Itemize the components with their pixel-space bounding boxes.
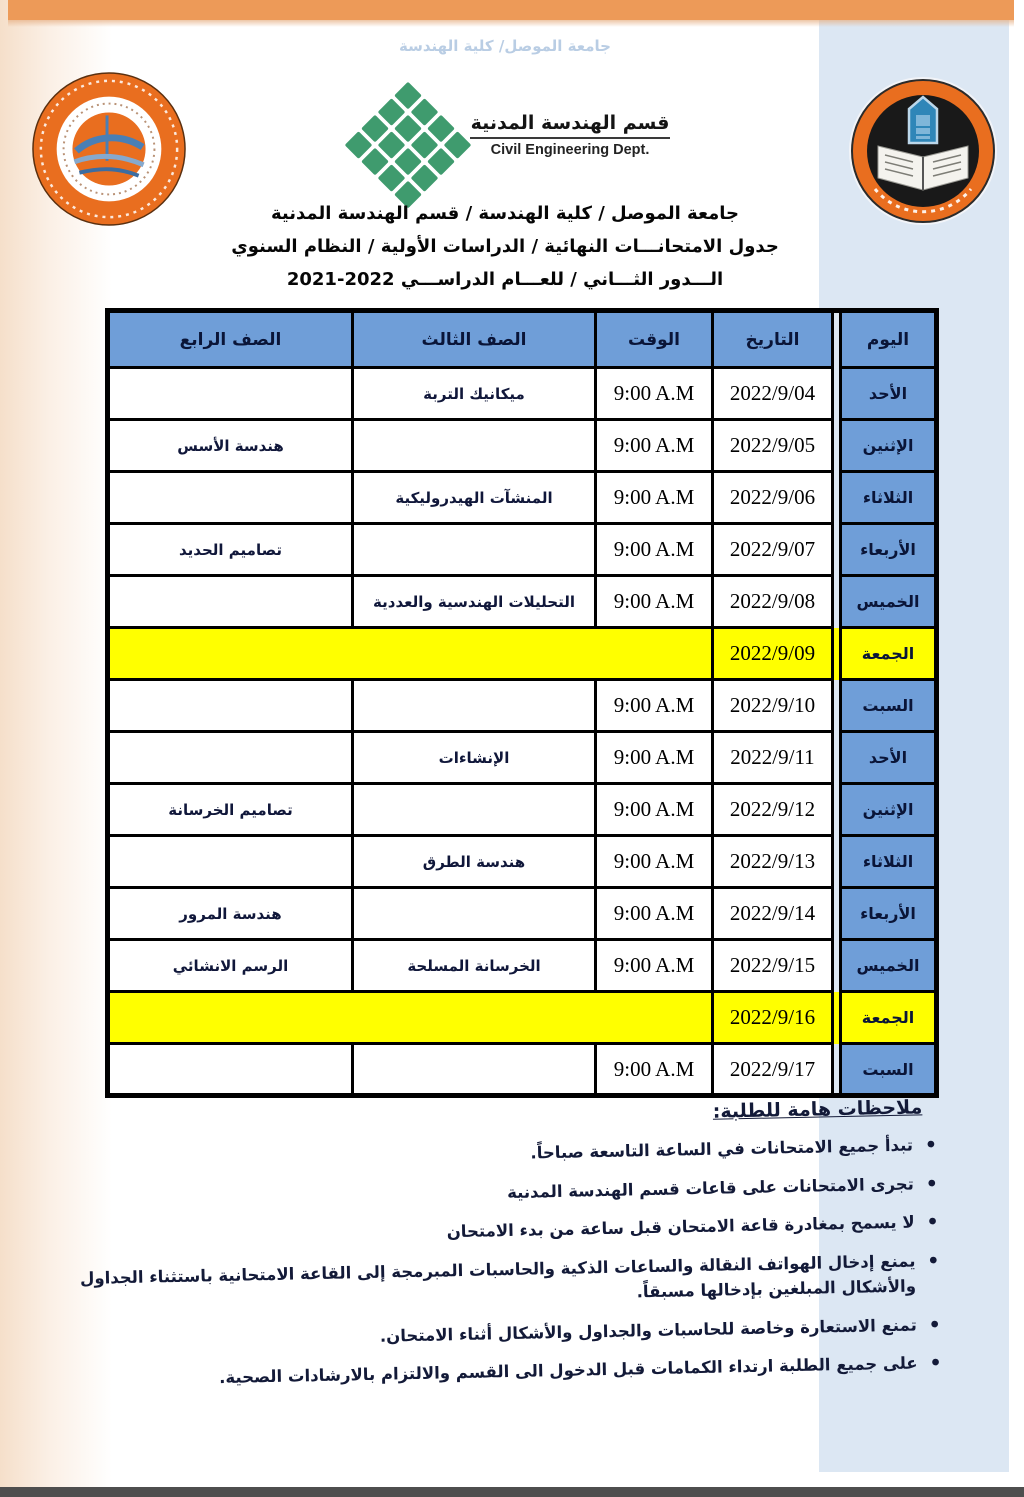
- third-class-subject-cell: الإنشاءات: [353, 732, 596, 784]
- top-accent-bar: [8, 0, 1014, 20]
- column-gap: [833, 732, 841, 784]
- third-class-subject-cell: [353, 784, 596, 836]
- date-cell: 2022/9/06: [713, 472, 833, 524]
- bottom-dark-bar: [0, 1487, 1024, 1497]
- exam-table-row: [108, 732, 937, 784]
- notes-title: ملاحظات هامة للطلبة:: [712, 1096, 923, 1123]
- exam-table-row: [108, 420, 937, 472]
- column-gap: [833, 940, 841, 992]
- day-cell: السبت: [841, 1044, 937, 1096]
- exam-table-row: [108, 368, 937, 420]
- third-class-subject-cell: [353, 680, 596, 732]
- date-cell: 2022/9/13: [713, 836, 833, 888]
- day-cell: الإثنين: [841, 784, 937, 836]
- dept-name-english: Civil Engineering Dept.: [490, 142, 650, 158]
- column-gap: [833, 311, 841, 368]
- day-cell: الأحد: [841, 368, 937, 420]
- time-cell: 9:00 A.M: [596, 420, 713, 472]
- date-cell: 2022/9/15: [713, 940, 833, 992]
- exam-table-row: [108, 680, 937, 732]
- time-cell: 9:00 A.M: [596, 680, 713, 732]
- third-class-subject-cell: [353, 888, 596, 940]
- column-gap: [833, 888, 841, 940]
- column-gap: [833, 992, 841, 1044]
- exam-table-row: [108, 628, 937, 680]
- title-line-2: جدول الامتحانـــات النهائية / الدراسات الأولية / النظام السنوي: [231, 236, 779, 257]
- date-cell: 2022/9/04: [713, 368, 833, 420]
- date-cell: 2022/9/16: [713, 992, 833, 1044]
- date-cell: 2022/9/14: [713, 888, 833, 940]
- time-cell: 9:00 A.M: [596, 836, 713, 888]
- fourth-class-subject-cell: هندسة المرور: [108, 888, 353, 940]
- column-gap: [833, 836, 841, 888]
- note-item: • تبدأ جميع الامتحانات في الساعة التاسعة صباحاً.: [77, 1132, 939, 1176]
- note-item: • تمنع الاستعارة وخاصة للحاسبات والجداول والأشكال أثناء الامتحان.: [81, 1312, 943, 1356]
- day-cell: الإثنين: [841, 420, 937, 472]
- time-cell: 9:00 A.M: [596, 732, 713, 784]
- day-cell: الخميس: [841, 576, 937, 628]
- fourth-class-subject-cell: [108, 732, 353, 784]
- column-gap: [833, 1044, 841, 1096]
- exam-schedule-table: [105, 308, 939, 1098]
- date-cell: 2022/9/05: [713, 420, 833, 472]
- fourth-class-subject-cell: [108, 680, 353, 732]
- university-watermark-text: جامعة الموصل/ كلية الهندسة: [399, 37, 611, 55]
- time-cell: 9:00 A.M: [596, 784, 713, 836]
- third-class-subject-cell: التحليلات الهندسية والعددية: [353, 576, 596, 628]
- fourth-class-subject-cell: الرسم الانشائي: [108, 940, 353, 992]
- fourth-class-subject-cell: [108, 576, 353, 628]
- exam-table-row: [108, 784, 937, 836]
- notes-list: [77, 1132, 944, 1394]
- dept-name-arabic: قسم الهندسة المدنية: [470, 112, 670, 139]
- third-class-subject-cell: هندسة الطرق: [353, 836, 596, 888]
- column-gap: [833, 472, 841, 524]
- date-cell: 2022/9/11: [713, 732, 833, 784]
- fourth-class-subject-cell: هندسة الأسس: [108, 420, 353, 472]
- fourth-class-subject-cell: تصاميم الحديد: [108, 524, 353, 576]
- day-cell: السبت: [841, 680, 937, 732]
- fourth-class-subject-cell: تصاميم الخرسانة: [108, 784, 353, 836]
- day-cell: الأحد: [841, 732, 937, 784]
- third-class-subject-cell: [353, 420, 596, 472]
- exam-table-row: [108, 940, 937, 992]
- exam-table-row: [108, 576, 937, 628]
- date-cell: 2022/9/17: [713, 1044, 833, 1096]
- exam-table-row: [108, 992, 937, 1044]
- column-gap: [833, 628, 841, 680]
- time-cell: 9:00 A.M: [596, 940, 713, 992]
- exam-table-row: [108, 888, 937, 940]
- third-class-subject-cell: الخرسانة المسلحة: [353, 940, 596, 992]
- day-cell: الأربعاء: [841, 888, 937, 940]
- column-gap: [833, 420, 841, 472]
- notes-section: [76, 1096, 944, 1407]
- column-gap: [833, 784, 841, 836]
- fourth-class-subject-cell: [108, 1044, 353, 1096]
- date-cell: 2022/9/09: [713, 628, 833, 680]
- header-fourth-class: الصف الرابع: [108, 311, 353, 368]
- date-cell: 2022/9/07: [713, 524, 833, 576]
- note-item: • تجرى الامتحانات على قاعات قسم الهندسة المدنية: [78, 1171, 940, 1215]
- third-class-subject-cell: المنشآت الهيدروليكية: [353, 472, 596, 524]
- friday-holiday-cell: [108, 992, 713, 1044]
- header-date: التاريخ: [713, 311, 833, 368]
- column-gap: [833, 368, 841, 420]
- day-cell: الجمعة: [841, 628, 937, 680]
- exam-table-row: [108, 836, 937, 888]
- exam-table-row: [108, 524, 937, 576]
- time-cell: 9:00 A.M: [596, 576, 713, 628]
- friday-holiday-cell: [108, 628, 713, 680]
- fourth-class-subject-cell: [108, 472, 353, 524]
- time-cell: 9:00 A.M: [596, 472, 713, 524]
- title-line-1: جامعة الموصل / كلية الهندسة / قسم الهندسة المدنية: [270, 203, 740, 224]
- university-of-mosul-seal-icon: [848, 76, 998, 230]
- time-cell: 9:00 A.M: [596, 368, 713, 420]
- day-cell: الثلاثاء: [841, 836, 937, 888]
- date-cell: 2022/9/12: [713, 784, 833, 836]
- header-time: الوقت: [596, 311, 713, 368]
- time-cell: 9:00 A.M: [596, 1044, 713, 1096]
- note-item: • لا يسمح بمغادرة قاعة الامتحان قبل ساعة من بدء الامتحان: [79, 1209, 941, 1253]
- header-day: اليوم: [841, 311, 937, 368]
- date-cell: 2022/9/08: [713, 576, 833, 628]
- day-cell: الثلاثاء: [841, 472, 937, 524]
- time-cell: 9:00 A.M: [596, 524, 713, 576]
- table-header-row: [108, 311, 937, 368]
- third-class-subject-cell: [353, 524, 596, 576]
- column-gap: [833, 576, 841, 628]
- third-class-subject-cell: ميكانيك التربة: [353, 368, 596, 420]
- day-cell: الأربعاء: [841, 524, 937, 576]
- date-cell: 2022/9/10: [713, 680, 833, 732]
- day-cell: الخميس: [841, 940, 937, 992]
- fourth-class-subject-cell: [108, 368, 353, 420]
- title-line-3: الـــدور الثـــاني / للعـــام الدراســـي 2022-2021: [286, 269, 724, 290]
- note-item: • على جميع الطلبة ارتداء الكمامات قبل الدخول الى القسم والالتزام بالارشادات الصحية.: [82, 1350, 944, 1394]
- column-gap: [833, 524, 841, 576]
- header-third-class: الصف الثالث: [353, 311, 596, 368]
- third-class-subject-cell: [353, 1044, 596, 1096]
- exam-table-row: [108, 1044, 937, 1096]
- civil-dept-logo-text: [470, 112, 670, 158]
- fourth-class-subject-cell: [108, 836, 353, 888]
- time-cell: 9:00 A.M: [596, 888, 713, 940]
- day-cell: الجمعة: [841, 992, 937, 1044]
- exam-table-row: [108, 472, 937, 524]
- document-title-block: [145, 197, 865, 296]
- column-gap: [833, 680, 841, 732]
- note-item: • يمنع إدخال الهواتف النقالة والساعات الذكية والحاسبات المبرمجة إلى القاعة الامتحانية باستثناء الجداول والأشكال المبلغين بإدخالها مسبقاً.: [79, 1248, 942, 1317]
